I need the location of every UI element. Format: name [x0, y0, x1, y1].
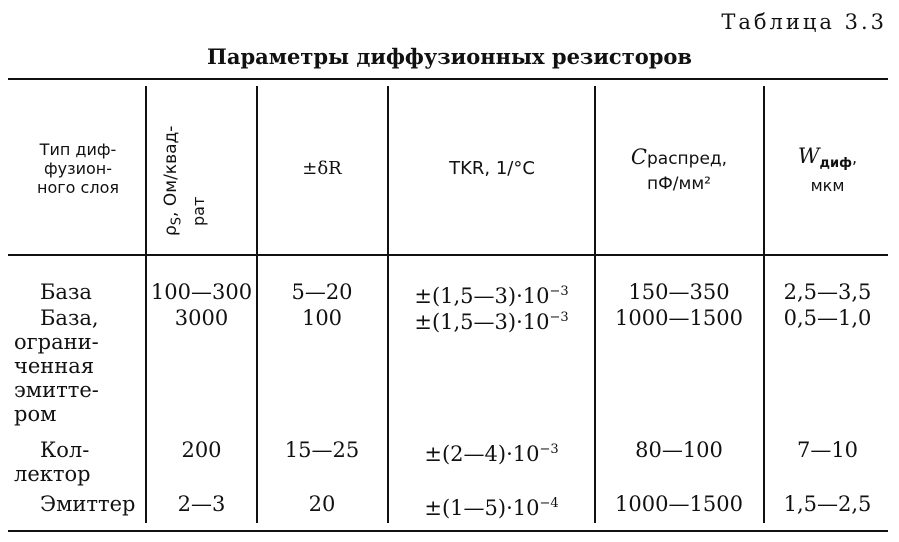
row-2-delta: 100 [301, 306, 343, 330]
row-4-delta: 20 [308, 492, 336, 516]
row-1-c: 150—350 [628, 280, 730, 304]
row-3-type: Кол- лектор [14, 438, 91, 486]
row-4-type: Эмиттер [40, 492, 136, 516]
row-3-c: 80—100 [635, 438, 723, 462]
row-4-c: 1000—1500 [615, 492, 743, 516]
header-type: Тип диф- фузион- ного слоя [37, 140, 119, 197]
row-1-tkr: $\pm(1,5—3)\cdot 10^{-3}$ [414, 284, 569, 308]
header-delta-r: ±δR [302, 158, 342, 179]
row-1-w: 2,5—3,5 [783, 280, 872, 304]
header-width: $W_{диф}$, мкм [797, 144, 858, 196]
header-tkr: TKR, 1/°C [449, 158, 535, 179]
row-2-type: База, ограни- ченная эмитте- ром [14, 306, 99, 426]
row-2-c: 1000—1500 [615, 306, 743, 330]
row-3-w: 7—10 [796, 438, 859, 462]
row-4-w: 1,5—2,5 [783, 492, 872, 516]
row-1-delta: 5—20 [291, 280, 353, 304]
table-number-label: Таблица 3.3 [721, 10, 887, 34]
row-2-rho: 3000 [174, 306, 229, 330]
row-4-rho: 2—3 [177, 492, 226, 516]
header-rule [8, 254, 888, 256]
row-1-rho: 100—300 [150, 280, 253, 304]
row-1-type: База [40, 280, 92, 304]
header-capacitance: Cраспред, пФ/мм² [630, 145, 728, 194]
row-2-tkr: $\pm(1,5—3)\cdot 10^{-3}$ [414, 310, 569, 334]
top-rule [8, 78, 888, 80]
bottom-rule [8, 530, 888, 532]
row-2-w: 0,5—1,0 [783, 306, 872, 330]
row-3-tkr: $\pm(2—4)\cdot 10^{-3}$ [424, 442, 559, 466]
table-title: Параметры диффузионных резисторов [207, 44, 692, 69]
row-3-rho: 200 [181, 438, 222, 462]
row-3-delta: 15—25 [284, 438, 360, 462]
row-4-tkr: $\pm(1—5)\cdot 10^{-4}$ [424, 496, 559, 520]
